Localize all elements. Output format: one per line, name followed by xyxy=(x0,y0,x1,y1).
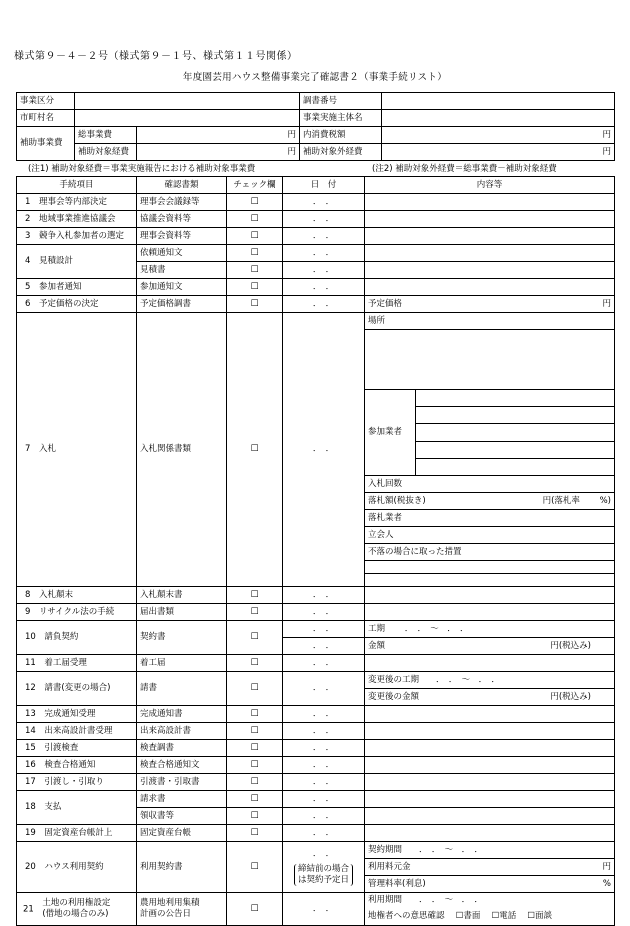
table-row xyxy=(17,740,615,757)
content-21-period[interactable]: 利用期間 ． ． ～ ． ． xyxy=(365,893,615,908)
participant-line[interactable] xyxy=(415,424,614,441)
table-row xyxy=(17,279,615,296)
checkbox-4a[interactable]: ☐ xyxy=(227,245,283,262)
date-20-value: ． ． xyxy=(312,848,335,859)
checkbox-13[interactable]: ☐ xyxy=(227,706,283,723)
content-19[interactable] xyxy=(365,825,615,842)
procedure-table xyxy=(16,176,615,926)
content-7-place[interactable]: 場所 xyxy=(365,313,615,330)
doc-15: 検査調書 xyxy=(137,740,227,757)
content-7-fail-action-field[interactable] xyxy=(365,561,615,574)
field-choushoban[interactable] xyxy=(382,93,615,110)
content-7-witness[interactable]: 立会人 xyxy=(365,527,615,544)
item-20: 20 ハウス利用契約 xyxy=(17,842,137,893)
col-header-content: 内容等 xyxy=(365,177,615,194)
content-7-blank[interactable] xyxy=(365,574,615,587)
date-16[interactable]: ． ． xyxy=(283,757,365,774)
content-17[interactable] xyxy=(365,774,615,791)
table-row xyxy=(17,672,615,689)
content-2[interactable] xyxy=(365,211,615,228)
doc-18b: 領収書等 xyxy=(137,808,227,825)
date-8[interactable]: ． ． xyxy=(283,587,365,604)
content-20-rate[interactable]: 管理料率(利息) % xyxy=(365,876,615,893)
checkbox-12[interactable]: ☐ xyxy=(227,672,283,706)
page-title: 年度園芸用ハウス整備事業完了確認書２（事業手続リスト） xyxy=(182,72,448,83)
item-2: 2 地域事業推進協議会 xyxy=(17,211,137,228)
content-7-count[interactable]: 入札回数 xyxy=(365,476,615,493)
field-sou-jigyouhi[interactable]: 円 xyxy=(137,127,300,144)
item-10: 10 請負契約 xyxy=(17,621,137,655)
doc-12: 請書 xyxy=(137,672,227,706)
doc-16: 検査合格通知文 xyxy=(137,757,227,774)
table-row xyxy=(17,211,615,228)
item-15: 15 引渡検査 xyxy=(17,740,137,757)
table-row xyxy=(17,757,615,774)
label-shichouson: 市町村名 xyxy=(17,110,75,127)
content-18a[interactable] xyxy=(365,791,615,808)
date-11[interactable]: ． ． xyxy=(283,655,365,672)
checkbox-6[interactable]: ☐ xyxy=(227,296,283,313)
content-4b[interactable] xyxy=(365,262,615,279)
checkbox-2[interactable]: ☐ xyxy=(227,211,283,228)
table-row xyxy=(17,893,615,908)
table-row xyxy=(17,228,615,245)
content-7-participants[interactable] xyxy=(365,390,615,476)
table-row xyxy=(17,587,615,604)
content-7-winner[interactable]: 落札業者 xyxy=(365,510,615,527)
item-6: 6 予定価格の決定 xyxy=(17,296,137,313)
doc-4a: 依頼通知文 xyxy=(137,245,227,262)
item-11: 11 着工届受理 xyxy=(17,655,137,672)
doc-1: 理事会会議録等 xyxy=(137,194,227,211)
date-13[interactable]: ． ． xyxy=(283,706,365,723)
content-14[interactable] xyxy=(365,723,615,740)
date-4b[interactable]: ． ． xyxy=(283,262,365,279)
content-18b[interactable] xyxy=(365,808,615,825)
item-4: 4 見積設計 xyxy=(17,245,137,279)
date-18b[interactable]: ． ． xyxy=(283,808,365,825)
date-3[interactable]: ． ． xyxy=(283,228,365,245)
content-11[interactable] xyxy=(365,655,615,672)
content-12-period[interactable]: 変更後の工期 ． ． ～ ． ． xyxy=(365,672,615,689)
table-row xyxy=(17,842,615,859)
content-10-amount[interactable]: 金額 円(税込み) xyxy=(365,638,615,655)
item-1: 1 理事会等内部決定 xyxy=(17,194,137,211)
label-jigyou-kubun: 事業区分 xyxy=(17,93,75,110)
content-16[interactable] xyxy=(365,757,615,774)
checkbox-21[interactable]: ☐ xyxy=(227,893,283,926)
option-phone-checkbox[interactable]: ☐ xyxy=(491,910,500,921)
item-21: 21 土地の利用権設定 (借地の場合のみ) xyxy=(17,893,137,926)
col-header-item: 手続項目 xyxy=(17,177,137,194)
date-18a[interactable]: ． ． xyxy=(283,791,365,808)
field-jigyou-kubun[interactable] xyxy=(75,93,300,110)
date-9[interactable]: ． ． xyxy=(283,604,365,621)
checkbox-1[interactable]: ☐ xyxy=(227,194,283,211)
col-header-check: チェック欄 xyxy=(227,177,283,194)
table-row xyxy=(17,604,615,621)
table-row xyxy=(17,655,615,672)
date-7[interactable]: ． ． xyxy=(283,313,365,587)
doc-17: 引渡書・引取書 xyxy=(137,774,227,791)
date-14[interactable]: ． ． xyxy=(283,723,365,740)
item-5: 5 参加者通知 xyxy=(17,279,137,296)
content-8[interactable] xyxy=(365,587,615,604)
content-7-place-field[interactable] xyxy=(365,330,615,390)
item-19: 19 固定資産台帳計上 xyxy=(17,825,137,842)
date-20-note: 締結前の場合 は契約予定日 xyxy=(294,864,353,886)
table-row xyxy=(17,706,615,723)
label-hojo-taishougai: 補助対象外経費 xyxy=(300,144,382,161)
date-1[interactable]: ． ． xyxy=(283,194,365,211)
table-row xyxy=(17,313,615,330)
item-17: 17 引渡し・引取り xyxy=(17,774,137,791)
field-hojo-taishougai[interactable]: 円 xyxy=(382,144,615,161)
table-row xyxy=(17,621,615,638)
item-7: 7 入札 xyxy=(17,313,137,587)
content-4a[interactable] xyxy=(365,245,615,262)
content-20-period[interactable]: 契約期間 ． ． ～ ． ． xyxy=(365,842,615,859)
doc-2: 協議会資料等 xyxy=(137,211,227,228)
item-12: 12 請書(変更の場合) xyxy=(17,672,137,706)
doc-4b: 見積書 xyxy=(137,262,227,279)
content-7-bid-amount[interactable]: 落札額(税抜き) 円(落札率 %) xyxy=(365,493,615,510)
checkbox-4b[interactable]: ☐ xyxy=(227,262,283,279)
summary-table xyxy=(16,92,615,161)
doc-13: 完成通知書 xyxy=(137,706,227,723)
content-20-principal[interactable]: 利用料元金 円 xyxy=(365,859,615,876)
participant-line[interactable] xyxy=(415,441,614,458)
doc-9: 届出書類 xyxy=(137,604,227,621)
doc-21: 農用地利用集積 計画の公告日 xyxy=(137,893,227,926)
checkbox-15[interactable]: ☐ xyxy=(227,740,283,757)
content-3[interactable] xyxy=(365,228,615,245)
content-5[interactable] xyxy=(365,279,615,296)
label-jisshi-shutai: 事業実施主体名 xyxy=(300,110,382,127)
date-10a[interactable]: ． ． xyxy=(283,621,365,638)
content-12-amount[interactable]: 変更後の金額 円(税込み) xyxy=(365,689,615,706)
doc-3: 理事会資料等 xyxy=(137,228,227,245)
doc-14: 出来高設計書 xyxy=(137,723,227,740)
option-meeting-checkbox[interactable]: ☐ xyxy=(527,910,536,921)
checkbox-14[interactable]: ☐ xyxy=(227,723,283,740)
item-9: 9 リサイクル法の手続 xyxy=(17,604,137,621)
doc-5: 参加通知文 xyxy=(137,279,227,296)
col-header-doc: 確認書類 xyxy=(137,177,227,194)
participants-list xyxy=(365,390,614,475)
table-row xyxy=(17,296,615,313)
table-row xyxy=(17,723,615,740)
note-2: (注2) 補助対象外経費＝総事業費－補助対象経費 xyxy=(372,164,557,174)
date-12[interactable]: ． ． xyxy=(283,672,365,706)
date-20[interactable] xyxy=(283,842,365,893)
participant-line[interactable] xyxy=(415,458,614,475)
checkbox-7[interactable]: ☐ xyxy=(227,313,283,587)
content-10-period[interactable]: 工期 ． ． ～ ． ． xyxy=(365,621,615,638)
field-shichouson[interactable] xyxy=(75,110,300,127)
checkbox-5[interactable]: ☐ xyxy=(227,279,283,296)
checkbox-8[interactable]: ☐ xyxy=(227,587,283,604)
table-row xyxy=(17,774,615,791)
date-21[interactable]: ． ． xyxy=(283,893,365,926)
date-2[interactable]: ． ． xyxy=(283,211,365,228)
checkbox-16[interactable]: ☐ xyxy=(227,757,283,774)
label-naishouhi: 内消費税額 xyxy=(300,127,382,144)
table-row xyxy=(17,194,615,211)
checkbox-10[interactable]: ☐ xyxy=(227,621,283,655)
content-9[interactable] xyxy=(365,604,615,621)
checkbox-17[interactable]: ☐ xyxy=(227,774,283,791)
doc-7: 入札関係書類 xyxy=(137,313,227,587)
form-number: 様式第９－４－２号（様式第９－１号、様式第１１号関係） xyxy=(14,51,298,62)
date-4a[interactable]: ． ． xyxy=(283,245,365,262)
date-19[interactable]: ． ． xyxy=(283,825,365,842)
participant-line[interactable] xyxy=(415,390,614,407)
item-13: 13 完成通知受理 xyxy=(17,706,137,723)
label-sou-jigyouhi: 総事業費 xyxy=(75,127,137,144)
label-choushoban: 調書番号 xyxy=(300,93,382,110)
checkbox-19[interactable]: ☐ xyxy=(227,825,283,842)
checkbox-20[interactable]: ☐ xyxy=(227,842,283,893)
date-17[interactable]: ． ． xyxy=(283,774,365,791)
date-15[interactable]: ． ． xyxy=(283,740,365,757)
field-hojo-taishou[interactable]: 円 xyxy=(137,144,300,161)
date-5[interactable]: ． ． xyxy=(283,279,365,296)
table-row xyxy=(17,791,615,808)
checkbox-9[interactable]: ☐ xyxy=(227,604,283,621)
item-3: 3 競争入札参加者の選定 xyxy=(17,228,137,245)
content-21-consent[interactable]: 地権者への意思確認 ☐書面 ☐電話 ☐面談 xyxy=(365,907,615,926)
label-participants: 参加業者 xyxy=(365,390,415,475)
checkbox-11[interactable]: ☐ xyxy=(227,655,283,672)
content-13[interactable] xyxy=(365,706,615,723)
label-hojo-taishou: 補助対象経費 xyxy=(75,144,137,161)
doc-20: 利用契約書 xyxy=(137,842,227,893)
doc-18a: 請求書 xyxy=(137,791,227,808)
doc-19: 固定資産台帳 xyxy=(137,825,227,842)
item-18: 18 支払 xyxy=(17,791,137,825)
field-jisshi-shutai[interactable] xyxy=(382,110,615,127)
label-hojo-jigyouhi: 補助事業費 xyxy=(17,127,75,161)
date-6[interactable]: ． ． xyxy=(283,296,365,313)
content-15[interactable] xyxy=(365,740,615,757)
participant-line[interactable] xyxy=(415,407,614,424)
content-1[interactable] xyxy=(365,194,615,211)
table-row xyxy=(17,825,615,842)
doc-10: 契約書 xyxy=(137,621,227,655)
doc-11: 着工届 xyxy=(137,655,227,672)
content-6[interactable]: 予定価格 円 xyxy=(365,296,615,313)
date-10b[interactable]: ． ． xyxy=(283,638,365,655)
col-header-date: 日 付 xyxy=(283,177,365,194)
checkbox-3[interactable]: ☐ xyxy=(227,228,283,245)
doc-6: 予定価格調書 xyxy=(137,296,227,313)
note-1: (注1) 補助対象経費＝事業実施報告における補助対象事業費 xyxy=(28,164,256,174)
doc-8: 入札顛末書 xyxy=(137,587,227,604)
table-row xyxy=(17,245,615,262)
field-naishouhi[interactable]: 円 xyxy=(382,127,615,144)
item-14: 14 出来高設計書受理 xyxy=(17,723,137,740)
item-16: 16 検査合格通知 xyxy=(17,757,137,774)
option-paper-checkbox[interactable]: ☐ xyxy=(455,910,464,921)
checkbox-18a[interactable]: ☐ xyxy=(227,791,283,808)
item-8: 8 入札顛末 xyxy=(17,587,137,604)
content-7-fail-action[interactable]: 不落の場合に取った措置 xyxy=(365,544,615,561)
checkbox-18b[interactable]: ☐ xyxy=(227,808,283,825)
